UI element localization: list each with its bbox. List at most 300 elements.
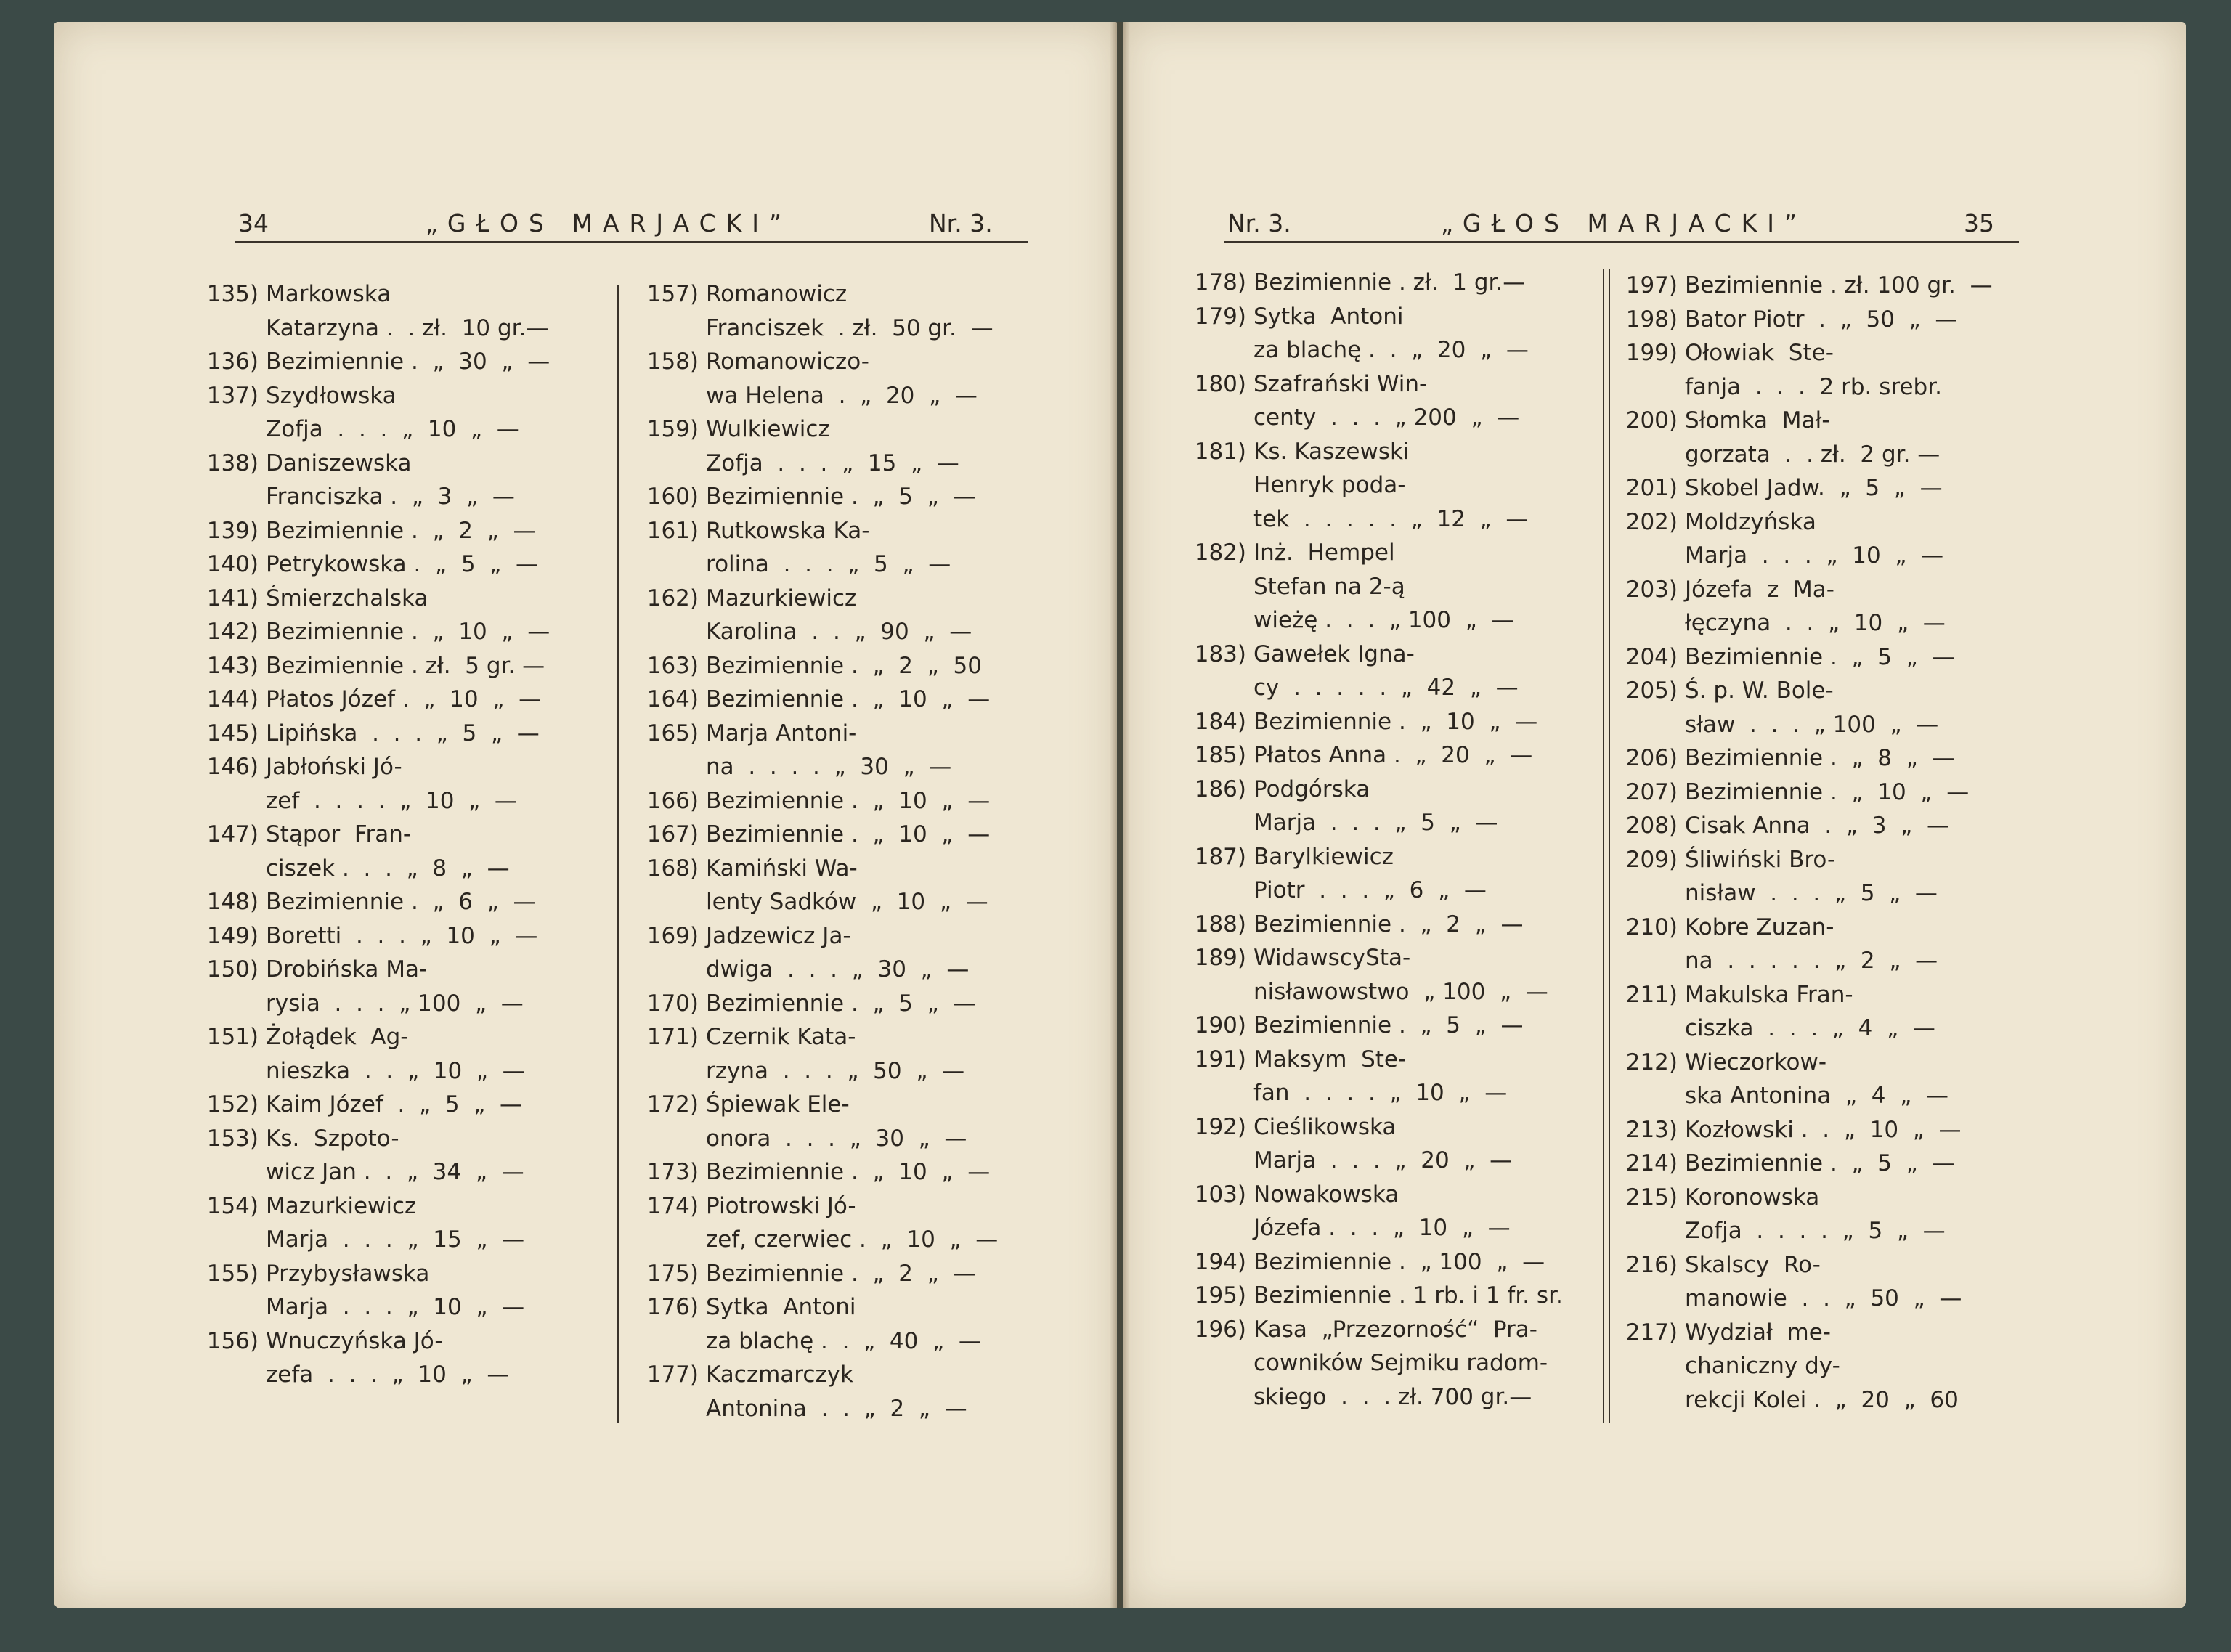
entry-number: 155) xyxy=(206,1260,259,1287)
entry-text: wieżę . . . „ 100 „ — xyxy=(1253,607,1514,633)
entry-line xyxy=(195,1223,616,1257)
entry-text: nisławowstwo „ 100 „ — xyxy=(1253,978,1548,1005)
entry-text: dwiga . . . „ 30 „ — xyxy=(706,956,970,982)
list-item xyxy=(1182,773,1596,840)
entry-number: 180) xyxy=(1194,370,1246,397)
entry-number: 143) xyxy=(206,652,259,679)
entry-text: Żołądek Ag- xyxy=(266,1024,409,1050)
list-item xyxy=(195,447,616,514)
entry-line xyxy=(635,717,1049,751)
entry-line xyxy=(1614,1181,2035,1215)
entry-text: Piotr . . . „ 6 „ — xyxy=(1253,877,1487,903)
entry-line xyxy=(1182,806,1596,840)
entry-text: Szydłowska xyxy=(266,382,397,409)
entry-text: nisław . . . „ 5 „ — xyxy=(1685,880,1938,906)
entry-number: 159) xyxy=(646,416,699,442)
entry-text: Wnuczyńska Jó- xyxy=(266,1327,443,1354)
entry-text: Kobre Zuzan- xyxy=(1685,914,1834,940)
list-item xyxy=(1614,269,2035,303)
entry-line xyxy=(635,548,1049,582)
list-item xyxy=(195,818,616,885)
entry-number: 146) xyxy=(206,754,259,780)
entry-number: 163) xyxy=(646,652,699,679)
entry-text: na . . . . . „ 2 „ — xyxy=(1685,948,1938,974)
list-item xyxy=(635,919,1049,987)
entry-number: 156) xyxy=(206,1327,259,1354)
entry-number: 198) xyxy=(1625,306,1678,333)
entry-line xyxy=(1182,603,1596,638)
entry-text: Bezimiennie . „ 8 „ — xyxy=(1685,745,1955,771)
entry-line xyxy=(195,987,616,1021)
entry-line xyxy=(1182,1380,1596,1415)
entry-line xyxy=(1182,367,1596,402)
entry-line xyxy=(1614,1147,2035,1181)
entry-line xyxy=(1614,1079,2035,1113)
entry-text: Kasa „Przezorność“ Pra- xyxy=(1253,1316,1537,1343)
entry-text: Sytka Antoni xyxy=(1253,303,1404,330)
entry-line xyxy=(635,818,1049,852)
entry-text: Boretti . . . „ 10 „ — xyxy=(266,922,538,949)
list-item xyxy=(635,784,1049,818)
list-item xyxy=(195,717,616,751)
entry-number: 211) xyxy=(1625,981,1678,1008)
entry-line xyxy=(1182,671,1596,705)
entry-line xyxy=(195,447,616,481)
list-item xyxy=(635,412,1049,480)
entry-text: Bezimiennie . „ 10 „ — xyxy=(706,787,991,814)
list-item xyxy=(1614,741,2035,776)
entry-text: Romanowicz xyxy=(706,281,848,307)
entry-text: Bezimiennie . „ 5 „ — xyxy=(1253,1012,1524,1038)
entry-line xyxy=(1182,333,1596,367)
entry-line xyxy=(1182,773,1596,807)
entry-line xyxy=(195,1189,616,1224)
entry-number: 138) xyxy=(206,449,259,476)
list-item xyxy=(1182,638,1596,705)
list-item xyxy=(1614,776,2035,810)
entry-number: 192) xyxy=(1194,1113,1246,1140)
entry-text: Bezimiennie . „ 10 „ — xyxy=(266,619,550,645)
entry-text: Barylkiewicz xyxy=(1253,843,1394,870)
entry-text: łęczyna . . „ 10 „ — xyxy=(1685,610,1946,636)
entry-number: 189) xyxy=(1194,945,1246,971)
entry-number: 169) xyxy=(646,922,699,949)
entry-number: 205) xyxy=(1625,678,1678,704)
list-item xyxy=(1182,1245,1596,1279)
entry-line xyxy=(195,615,616,649)
entry-line xyxy=(635,1054,1049,1089)
entry-text: Bezimiennie . „ 10 „ — xyxy=(1253,708,1538,735)
entry-line xyxy=(1182,1346,1596,1380)
entry-text: onora . . . „ 30 „ — xyxy=(706,1125,967,1152)
entry-text: Stąpor Fran- xyxy=(266,821,412,847)
list-item xyxy=(1182,1178,1596,1245)
right-column-1 xyxy=(1182,266,1596,1414)
entry-text: centy . . . „ 200 „ — xyxy=(1253,404,1520,431)
entry-text: Zofja . . . „ 10 „ — xyxy=(266,416,519,442)
entry-text: Płatos Józef . „ 10 „ — xyxy=(266,686,542,712)
entry-line xyxy=(1182,1110,1596,1144)
entry-text: Gawełek Igna- xyxy=(1253,640,1415,667)
list-item xyxy=(195,1122,616,1189)
entry-number: 150) xyxy=(206,956,259,982)
entry-line xyxy=(1614,876,2035,911)
entry-line xyxy=(635,750,1049,784)
list-item xyxy=(1182,1313,1596,1415)
list-item xyxy=(1614,303,2035,337)
entry-number: 174) xyxy=(646,1192,699,1219)
entry-line xyxy=(635,1325,1049,1359)
entry-number: 183) xyxy=(1194,640,1246,667)
list-item xyxy=(195,548,616,582)
entry-number: 184) xyxy=(1194,708,1246,735)
entry-number: 149) xyxy=(206,922,259,949)
entry-text: Daniszewska xyxy=(266,449,412,476)
entry-number: 170) xyxy=(646,990,699,1017)
entry-line xyxy=(635,412,1049,447)
left-page-title: „GŁOS MARJACKI” xyxy=(426,209,792,237)
entry-line xyxy=(1182,1009,1596,1043)
right-page-title: „GŁOS MARJACKI” xyxy=(1441,209,1808,237)
entry-line xyxy=(1614,708,2035,742)
entry-line xyxy=(635,784,1049,818)
entry-number: 103) xyxy=(1194,1181,1246,1208)
entry-line xyxy=(1182,1076,1596,1110)
list-item xyxy=(1182,1110,1596,1178)
book-gutter xyxy=(1110,22,1130,1608)
entry-number: 172) xyxy=(646,1091,699,1118)
entry-line xyxy=(1614,1349,2035,1383)
entry-line xyxy=(195,953,616,987)
entry-line xyxy=(1614,843,2035,877)
entry-text: Śmierzchalska xyxy=(266,585,428,611)
entry-text: tek . . . . . „ 12 „ — xyxy=(1253,505,1529,532)
entry-text: Piotrowski Jó- xyxy=(706,1192,856,1219)
entry-line xyxy=(195,548,616,582)
list-item xyxy=(1182,367,1596,435)
entry-text: Bezimiennie . zł. 5 gr. — xyxy=(266,652,545,679)
entry-text: Bezimiennie . zł. 100 gr. — xyxy=(1685,272,1993,298)
entry-text: Bezimiennie . „ 10 „ — xyxy=(706,1159,991,1185)
entry-line xyxy=(1614,404,2035,438)
list-item xyxy=(635,683,1049,717)
entry-text: Jadzewicz Ja- xyxy=(706,922,851,949)
entry-text: Józefa . . . „ 10 „ — xyxy=(1253,1215,1511,1241)
entry-line xyxy=(635,1122,1049,1156)
entry-text: Bezimiennie . „ 5 „ — xyxy=(1685,1150,1955,1176)
entry-line xyxy=(635,885,1049,919)
entry-line xyxy=(635,345,1049,379)
entry-number: 140) xyxy=(206,551,259,577)
entry-line xyxy=(635,1155,1049,1189)
entry-number: 212) xyxy=(1625,1049,1678,1075)
list-item xyxy=(635,514,1049,582)
entry-number: 161) xyxy=(646,517,699,544)
entry-number: 210) xyxy=(1625,914,1678,940)
list-item xyxy=(1614,911,2035,978)
entry-text: Makulska Fran- xyxy=(1685,981,1853,1008)
entry-text: Bezimiennie . „ 2 „ — xyxy=(266,517,536,544)
entry-line xyxy=(635,582,1049,616)
entry-line xyxy=(635,1392,1049,1426)
list-item xyxy=(635,1257,1049,1291)
entry-text: rzyna . . . „ 50 „ — xyxy=(706,1057,965,1084)
entry-line xyxy=(1182,738,1596,773)
entry-text: Marja Antoni- xyxy=(706,720,857,746)
entry-text: Moldzyńska xyxy=(1685,508,1816,535)
entry-number: 164) xyxy=(646,686,699,712)
entry-number: 181) xyxy=(1194,438,1246,465)
entry-number: 165) xyxy=(646,720,699,746)
entry-text: Bezimiennie . „ 6 „ — xyxy=(266,889,536,915)
entry-text: gorzata . . zł. 2 gr. — xyxy=(1685,441,1941,468)
entry-text: Drobińska Ma- xyxy=(266,956,428,982)
entry-text: Bezimiennie . „ 5 „ — xyxy=(706,484,976,510)
list-item xyxy=(1182,705,1596,739)
entry-number: 203) xyxy=(1625,576,1678,603)
entry-line xyxy=(195,1122,616,1156)
entry-line xyxy=(1182,1245,1596,1279)
list-item xyxy=(1614,809,2035,843)
entry-text: Skobel Jadw. „ 5 „ — xyxy=(1685,475,1943,501)
entry-text: Bezimiennie . „ 2 „ — xyxy=(706,1260,976,1287)
list-item xyxy=(1614,573,2035,640)
entry-number: 187) xyxy=(1194,843,1246,870)
entry-line xyxy=(1614,1383,2035,1417)
entry-text: Marja . . . „ 10 „ — xyxy=(1685,542,1944,569)
entry-number: 208) xyxy=(1625,813,1678,839)
entry-text: Franciszka . „ 3 „ — xyxy=(266,484,515,510)
entry-text: Marja . . . „ 20 „ — xyxy=(1253,1147,1513,1173)
right-page-header xyxy=(1224,209,2019,243)
entry-text: Jabłoński Jó- xyxy=(266,754,402,780)
entry-number: 177) xyxy=(646,1362,699,1388)
list-item xyxy=(1182,435,1596,537)
entry-line xyxy=(1614,640,2035,675)
entry-number: 153) xyxy=(206,1125,259,1152)
list-item xyxy=(635,649,1049,683)
right-page-number: 35 xyxy=(1964,209,1994,237)
entry-number: 215) xyxy=(1625,1184,1678,1210)
entry-line xyxy=(1182,840,1596,874)
entry-line xyxy=(1182,502,1596,537)
entry-text: Wieczorkow- xyxy=(1685,1049,1827,1075)
entry-text: Nowakowska xyxy=(1253,1181,1399,1208)
entry-line xyxy=(1182,435,1596,469)
entry-line xyxy=(635,1189,1049,1224)
entry-text: Bezimiennie . „ 2 „ 50 xyxy=(706,652,982,679)
entry-text: Antonina . . „ 2 „ — xyxy=(706,1395,967,1422)
list-item xyxy=(635,277,1049,345)
entry-number: 166) xyxy=(646,787,699,814)
left-page-header xyxy=(235,209,1028,243)
entry-line xyxy=(635,1257,1049,1291)
entry-line xyxy=(195,1088,616,1122)
right-header-rule xyxy=(1224,241,2019,243)
entry-line xyxy=(635,987,1049,1021)
entry-number: 188) xyxy=(1194,911,1246,937)
entry-text: Bezimiennie . „ 10 „ — xyxy=(706,686,991,712)
entry-text: wa Helena . „ 20 „ — xyxy=(706,382,978,409)
entry-number: 191) xyxy=(1194,1046,1246,1073)
entry-text: Marja . . . „ 10 „ — xyxy=(266,1294,525,1320)
entry-line xyxy=(1182,1178,1596,1212)
entry-text: sław . . . „ 100 „ — xyxy=(1685,711,1939,738)
entry-line xyxy=(1614,336,2035,370)
entry-number: 145) xyxy=(206,720,259,746)
entry-number: 206) xyxy=(1625,745,1678,771)
entry-line xyxy=(1614,370,2035,404)
entry-text: Bezimiennie . „ 5 „ — xyxy=(706,990,976,1017)
entry-line xyxy=(1614,269,2035,303)
list-item xyxy=(1614,1316,2035,1417)
entry-line xyxy=(1182,1313,1596,1347)
entry-text: Kozłowski . . „ 10 „ — xyxy=(1685,1116,1962,1143)
list-item xyxy=(195,1257,616,1325)
entry-number: 217) xyxy=(1625,1319,1678,1346)
list-item xyxy=(635,818,1049,852)
entry-text: Józefa z Ma- xyxy=(1685,576,1834,603)
left-page-issue: Nr. 3. xyxy=(929,209,993,237)
list-item xyxy=(635,717,1049,784)
list-item xyxy=(1182,536,1596,638)
entry-text: Lipińska . . . „ 5 „ — xyxy=(266,720,540,746)
list-item xyxy=(1182,1009,1596,1043)
right-page-issue: Nr. 3. xyxy=(1227,209,1291,237)
list-item xyxy=(195,649,616,683)
entry-line xyxy=(1182,570,1596,604)
entry-text: Bezimiennie . „ 30 „ — xyxy=(266,349,550,375)
entry-text: rekcji Kolei . „ 20 „ 60 xyxy=(1685,1386,1959,1413)
entry-number: 148) xyxy=(206,889,259,915)
entry-line xyxy=(1182,266,1596,300)
entry-number: 196) xyxy=(1194,1316,1246,1343)
list-item xyxy=(195,582,616,616)
entry-line xyxy=(195,885,616,919)
entry-text: Płatos Anna . „ 20 „ — xyxy=(1253,742,1533,768)
entry-line xyxy=(1614,1282,2035,1316)
list-item xyxy=(195,919,616,953)
entry-number: 186) xyxy=(1194,776,1246,802)
entry-line xyxy=(1614,911,2035,945)
left-page-number: 34 xyxy=(238,209,269,237)
entry-line xyxy=(1182,1043,1596,1077)
list-item xyxy=(195,514,616,548)
entry-text: za blachę . . „ 20 „ — xyxy=(1253,337,1529,363)
list-item xyxy=(635,1020,1049,1088)
entry-number: 195) xyxy=(1194,1282,1246,1309)
entry-text: WidawscySta- xyxy=(1253,945,1411,971)
left-column-1 xyxy=(195,277,616,1392)
list-item xyxy=(1614,978,2035,1046)
entry-line xyxy=(635,852,1049,886)
entry-text: Kamiński Wa- xyxy=(706,855,858,882)
list-item xyxy=(1614,1046,2035,1113)
entry-line xyxy=(635,480,1049,514)
entry-text: za blachę . . „ 40 „ — xyxy=(706,1327,981,1354)
entry-line xyxy=(1614,438,2035,472)
entry-line xyxy=(1614,741,2035,776)
entry-line xyxy=(1182,468,1596,502)
entry-text: Romanowiczo- xyxy=(706,349,869,375)
list-item xyxy=(635,1189,1049,1257)
entry-number: 173) xyxy=(646,1159,699,1185)
entry-text: Marja . . . „ 5 „ — xyxy=(1253,810,1498,836)
entry-number: 167) xyxy=(646,821,699,847)
list-item xyxy=(1614,1147,2035,1181)
entry-line xyxy=(1182,1279,1596,1313)
entry-line xyxy=(1614,1214,2035,1248)
entry-line xyxy=(1614,505,2035,540)
entry-line xyxy=(1182,975,1596,1009)
entry-line xyxy=(1182,941,1596,975)
right-column-2 xyxy=(1614,269,2035,1417)
entry-line xyxy=(635,1290,1049,1325)
entry-number: 160) xyxy=(646,484,699,510)
list-item xyxy=(1614,1113,2035,1147)
entry-line xyxy=(195,412,616,447)
entry-line xyxy=(195,379,616,413)
list-item xyxy=(1182,266,1596,300)
list-item xyxy=(1182,941,1596,1009)
entry-line xyxy=(1182,1144,1596,1178)
entry-line xyxy=(1614,1113,2035,1147)
entry-number: 202) xyxy=(1625,508,1678,535)
entry-line xyxy=(635,615,1049,649)
entry-line xyxy=(1614,978,2035,1012)
entry-text: zef . . . . „ 10 „ — xyxy=(266,787,517,814)
entry-line xyxy=(1614,944,2035,978)
entry-number: 135) xyxy=(206,281,259,307)
list-item xyxy=(1182,908,1596,942)
entry-number: 158) xyxy=(646,349,699,375)
entry-number: 139) xyxy=(206,517,259,544)
entry-line xyxy=(1182,705,1596,739)
entry-text: Skalscy Ro- xyxy=(1685,1251,1821,1278)
entry-line xyxy=(195,1358,616,1392)
entry-number: 152) xyxy=(206,1091,259,1118)
list-item xyxy=(1614,404,2035,471)
list-item xyxy=(1182,738,1596,773)
entry-number: 201) xyxy=(1625,475,1678,501)
entry-text: Bezimiennie . „ 100 „ — xyxy=(1253,1248,1545,1275)
entry-line xyxy=(635,1358,1049,1392)
entry-text: Śpiewak Ele- xyxy=(706,1091,850,1118)
entry-text: Sytka Antoni xyxy=(706,1294,856,1320)
entry-text: Czernik Kata- xyxy=(706,1024,856,1050)
right-column-divider xyxy=(1603,269,1610,1423)
entry-line xyxy=(635,1223,1049,1257)
entry-text: Bezimiennie . „ 10 „ — xyxy=(1685,778,1970,805)
entry-text: Mazurkiewicz xyxy=(266,1192,417,1219)
entry-text: Śliwiński Bro- xyxy=(1685,846,1836,873)
entry-text: Karolina . . „ 90 „ — xyxy=(706,619,972,645)
entry-text: zefa . . . „ 10 „ — xyxy=(266,1362,510,1388)
entry-text: manowie . . „ 50 „ — xyxy=(1685,1285,1962,1311)
list-item xyxy=(1614,336,2035,404)
entry-line xyxy=(1614,1316,2035,1350)
entry-line xyxy=(1614,674,2035,708)
entry-line xyxy=(1182,638,1596,672)
entry-text: ciszka . . . „ 4 „ — xyxy=(1685,1015,1935,1041)
entry-line xyxy=(1182,401,1596,435)
entry-number: 142) xyxy=(206,619,259,645)
entry-text: Maksym Ste- xyxy=(1253,1046,1407,1073)
entry-text: Słomka Mał- xyxy=(1685,407,1830,434)
entry-text: lenty Sadków „ 10 „ — xyxy=(706,889,988,915)
list-item xyxy=(635,852,1049,919)
entry-line xyxy=(195,312,616,346)
